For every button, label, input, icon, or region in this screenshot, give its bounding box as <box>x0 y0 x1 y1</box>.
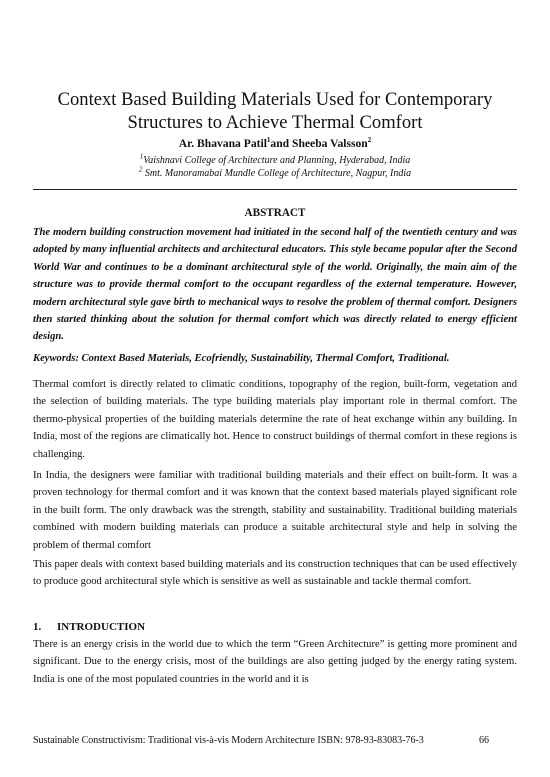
author-1-superscript: 1 <box>266 136 271 145</box>
body-paragraph-2: In India, the designers were familiar with traditional building materials and their effect on built-form. It was a proven technology for thermal comfort and it was known that the context based materials played significant role in the built form. The only drawback was the strength, stability and sustainability. Traditional building materials combined with modern building materials can produce a suitable architectural style and help in solving the problem of thermal comfort <box>33 470 517 551</box>
header-divider <box>33 189 517 190</box>
abstract-text: The modern building construction movement had initiated in the second half of the twentieth century and was adopted by many influential architects and architectural educators. This style became popular after the Second World War and continues to be a dominant architectural style of the world. Originally, the main aim of the structure was to provide thermal comfort to the occupant regardless of the external temperature. However, modern architectural style gave birth to mechanical ways to resolve the problem of thermal comfort. Designers then started thinking about the solution for thermal comfort which was directly related to energy efficient design. <box>33 227 517 343</box>
page-number: 66 <box>479 735 489 746</box>
affiliation-1-marker: 1 <box>139 152 144 161</box>
section-number: 1. <box>33 621 42 633</box>
section-title: INTRODUCTION <box>57 621 146 633</box>
abstract-heading: ABSTRACT <box>244 207 306 219</box>
body-paragraph-1: Thermal comfort is directly related to climatic conditions, topography of the region, built-form, vegetation and the selection of building materials. The type building materials play important role in thermal comfort. The thermo-physical properties of the building materials determine the rate of heat exchange within any building. In India, most of the regions are climatically hot. Hence to construct buildings of thermal comfort in these regions is challenging. <box>33 379 517 460</box>
affiliation-2-text: Smt. Manoramabai Mundle College of Architecture, Nagpur, India <box>142 168 412 179</box>
page-footer <box>33 735 517 746</box>
affiliation-2 <box>30 167 520 180</box>
body-paragraph-4: There is an energy crisis in the world due to which the term “Green Architecture” is getting more prominent and significant. Due to the energy crisis, most of the buildings are also getting judged by the energy rating system. India is one of the most populated countries in the world and it is <box>33 639 517 685</box>
paper-title <box>30 88 520 134</box>
author-line <box>30 137 520 151</box>
author-2-superscript: 2 <box>367 136 372 145</box>
affiliation-1 <box>30 154 520 167</box>
affiliation-1-text: Vaishnavi College of Architecture and Planning, Hyderabad, India <box>143 155 411 166</box>
section-heading <box>33 621 145 633</box>
title-line-2: Structures to Achieve Thermal Comfort <box>127 112 423 133</box>
footer-citation: Sustainable Constructivism: Traditional vis-à-vis Modern Architecture ISBN: 978-93-83083-76-3 <box>33 735 424 746</box>
body-paragraph-3: This paper deals with context based building materials and its construction techniques that can be used effectively to produce good architectural style which is sensitive as well as sustainable and tackle thermal comfort. <box>33 559 517 588</box>
title-line-1: Context Based Building Materials Used for Contemporary <box>57 89 493 110</box>
keywords: Keywords: Context Based Materials, Ecofriendly, Sustainability, Thermal Comfort, Traditional. <box>33 353 450 364</box>
affiliation-2-marker: 2 <box>138 165 143 174</box>
author-1: Ar. Bhavana Patil <box>178 137 267 150</box>
author-2: and Sheeba Valsson <box>270 137 368 150</box>
